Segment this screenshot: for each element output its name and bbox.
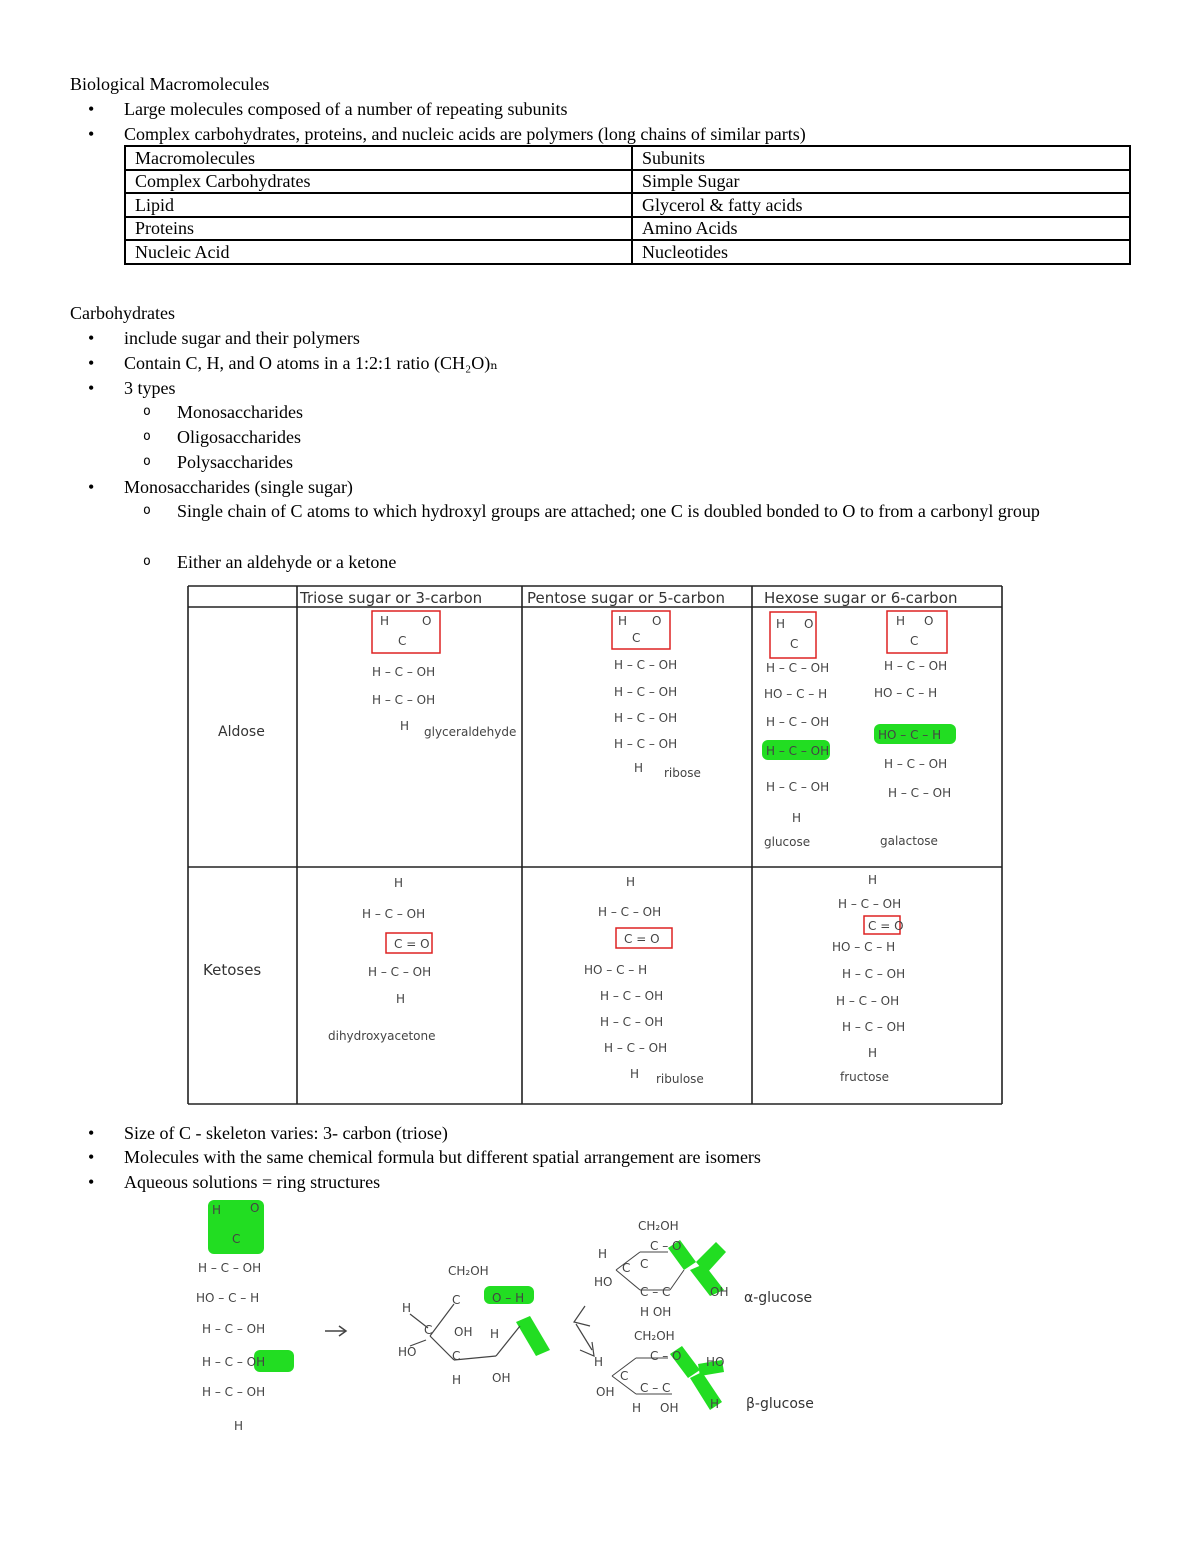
svg-text:C: C — [452, 1293, 461, 1307]
bullet-large-molecules: • Large molecules composed of a number of repeating subunits — [124, 97, 568, 121]
svg-text:H: H — [626, 875, 636, 889]
svg-text:C – C: C – C — [640, 1381, 671, 1395]
svg-text:HO – C – H: HO – C – H — [584, 963, 648, 977]
bullet-monosaccharides: • Monosaccharides (single sugar) — [124, 475, 353, 499]
svg-text:OH: OH — [596, 1385, 615, 1399]
svg-text:C = O: C = O — [868, 919, 904, 933]
svg-text:H: H — [212, 1203, 222, 1217]
svg-text:H – C – OH: H – C – OH — [614, 685, 678, 699]
subbullet-aldehyde-ketone: o Either an aldehyde or a ketone — [177, 550, 396, 575]
svg-text:OH: OH — [492, 1371, 511, 1385]
subbullet-oligosaccharides: o Oligosaccharides — [177, 425, 301, 450]
svg-text:C = O: C = O — [394, 937, 430, 951]
svg-text:H: H — [402, 1301, 412, 1315]
svg-text:C: C — [632, 631, 641, 645]
svg-text:HO – C – H: HO – C – H — [196, 1291, 260, 1305]
bullet-include-sugar: • include sugar and their polymers — [124, 326, 360, 350]
svg-text:C = O: C = O — [624, 932, 660, 946]
svg-text:O: O — [250, 1201, 260, 1215]
svg-text:H: H — [776, 617, 786, 631]
table-cell: Simple Sugar — [632, 170, 1130, 194]
reaction-arrow — [325, 1326, 346, 1336]
svg-text:H – C – OH: H – C – OH — [202, 1322, 266, 1336]
svg-text:H – C – OH: H – C – OH — [766, 744, 830, 758]
bullet-isomers: • Molecules with the same chemical formula but different spatial arrangement are isomers — [124, 1145, 761, 1169]
table-cell: Nucleic Acid — [125, 240, 632, 264]
table-cell: Complex Carbohydrates — [125, 170, 632, 194]
label-glyceraldehyde: glyceraldehyde — [424, 725, 517, 739]
svg-text:CH₂OH: CH₂OH — [448, 1264, 489, 1278]
table-header-cell: Macromolecules — [125, 146, 632, 170]
label-dihydroxyacetone: dihydroxyacetone — [328, 1029, 436, 1043]
svg-text:H – C – OH: H – C – OH — [614, 737, 678, 751]
svg-text:CH₂OH: CH₂OH — [638, 1219, 679, 1233]
svg-text:H – C – OH: H – C – OH — [368, 965, 432, 979]
svg-text:O: O — [924, 614, 934, 628]
svg-text:H – C – OH: H – C – OH — [884, 659, 948, 673]
svg-text:H: H — [896, 614, 906, 628]
row-header-aldose: Aldose — [218, 724, 265, 740]
svg-text:H: H — [594, 1355, 604, 1369]
svg-text:C: C — [398, 634, 407, 648]
svg-text:OH: OH — [660, 1401, 679, 1415]
svg-text:H – C – OH: H – C – OH — [766, 780, 830, 794]
svg-text:H: H — [234, 1419, 244, 1433]
equilibrium-arrows — [574, 1306, 594, 1356]
svg-text:H: H — [490, 1327, 500, 1341]
subbullet-polysaccharides: o Polysaccharides — [177, 450, 293, 475]
svg-text:H: H — [380, 614, 390, 628]
svg-text:HO: HO — [594, 1275, 613, 1289]
beta-glucose-ring — [594, 1329, 814, 1415]
svg-text:C: C — [452, 1349, 461, 1363]
svg-text:C: C — [640, 1257, 649, 1271]
svg-text:H – C – OH: H – C – OH — [600, 989, 664, 1003]
alpha-glucose-ring — [594, 1219, 812, 1319]
svg-text:H – C – OH: H – C – OH — [372, 693, 436, 707]
subbullet-single-chain: o Single chain of C atoms to which hydroxyl groups are attached; one C is doubled bonded to O to from a carbonyl group — [177, 499, 1097, 524]
svg-text:O: O — [422, 614, 432, 628]
svg-text:H: H — [792, 811, 802, 825]
svg-text:H – C – OH: H – C – OH — [614, 658, 678, 672]
bullet-ratio: • Contain C, H, and O atoms in a 1:2:1 ratio (CH₂O)ₙ — [124, 351, 498, 375]
table-cell: Amino Acids — [632, 217, 1130, 241]
svg-text:H – C – OH: H – C – OH — [838, 897, 902, 911]
svg-text:H – C – OH: H – C – OH — [766, 661, 830, 675]
svg-text:HO – C – H: HO – C – H — [878, 728, 942, 742]
svg-text:H: H — [632, 1401, 642, 1415]
svg-text:C – C: C – C — [640, 1285, 671, 1299]
svg-text:C: C — [790, 637, 799, 651]
svg-text:H OH: H OH — [640, 1305, 672, 1319]
col-header-hexose: Hexose sugar or 6-carbon — [764, 589, 958, 607]
subbullet-monosaccharides: o Monosaccharides — [177, 400, 303, 425]
svg-text:H – C – OH: H – C – OH — [372, 665, 436, 679]
svg-text:H – C – OH: H – C – OH — [766, 715, 830, 729]
section-heading-macromolecules: Biological Macromolecules — [70, 74, 270, 94]
svg-text:H: H — [396, 992, 406, 1006]
label-ribose: ribose — [664, 766, 701, 780]
svg-text:H – C – OH: H – C – OH — [842, 967, 906, 981]
svg-text:H – C – OH: H – C – OH — [600, 1015, 664, 1029]
svg-text:H – C – OH: H – C – OH — [884, 757, 948, 771]
table-cell: Nucleotides — [632, 240, 1130, 264]
svg-text:CH₂OH: CH₂OH — [634, 1329, 675, 1343]
svg-text:H: H — [634, 761, 644, 775]
svg-text:OH: OH — [710, 1285, 729, 1299]
col-header-triose: Triose sugar or 3-carbon — [300, 589, 483, 607]
svg-text:H – C – OH: H – C – OH — [362, 907, 426, 921]
open-chain-glucose — [196, 1200, 294, 1433]
svg-text:H: H — [710, 1397, 720, 1411]
svg-text:H: H — [630, 1067, 640, 1081]
bullet-three-types: • 3 types — [124, 376, 176, 400]
svg-text:H – C – OH: H – C – OH — [198, 1261, 262, 1275]
svg-text:H: H — [868, 1046, 878, 1060]
svg-text:H: H — [598, 1247, 608, 1261]
svg-text:C – O: C – O — [650, 1349, 682, 1363]
row-header-ketoses: Ketoses — [203, 961, 262, 979]
svg-text:HO: HO — [706, 1355, 725, 1369]
table-cell: Lipid — [125, 193, 632, 217]
label-fructose: fructose — [840, 1070, 890, 1084]
label-ribulose: ribulose — [656, 1072, 704, 1086]
bullet-polymers: • Complex carbohydrates, proteins, and nucleic acids are polymers (long chains of similar parts) — [124, 122, 806, 146]
svg-text:H: H — [394, 876, 404, 890]
svg-text:HO: HO — [398, 1345, 417, 1359]
svg-text:H – C – OH: H – C – OH — [842, 1020, 906, 1034]
svg-text:O: O — [652, 614, 662, 628]
bullet-ring-structures: • Aqueous solutions = ring structures — [124, 1170, 380, 1194]
bullet-skeleton-size: • Size of C - skeleton varies: 3- carbon (triose) — [124, 1121, 448, 1145]
svg-text:H – C – OH: H – C – OH — [836, 994, 900, 1008]
svg-text:C: C — [620, 1369, 629, 1383]
svg-text:H – C – OH: H – C – OH — [202, 1385, 266, 1399]
svg-text:H – C – OH: H – C – OH — [604, 1041, 668, 1055]
table-cell: Proteins — [125, 217, 632, 241]
intermediate-structure — [398, 1264, 550, 1387]
svg-text:H – C – OH: H – C – OH — [202, 1355, 266, 1369]
svg-text:C – O: C – O — [650, 1239, 682, 1253]
svg-text:C: C — [622, 1261, 631, 1275]
svg-text:C: C — [232, 1232, 241, 1246]
svg-text:H: H — [452, 1373, 462, 1387]
svg-text:C: C — [424, 1323, 433, 1337]
svg-text:O – H: O – H — [492, 1291, 525, 1305]
svg-text:H – C – OH: H – C – OH — [888, 786, 952, 800]
label-beta-glucose: β-glucose — [746, 1396, 814, 1412]
label-alpha-glucose: α-glucose — [744, 1290, 813, 1306]
svg-text:H: H — [400, 719, 410, 733]
label-galactose: galactose — [880, 834, 938, 848]
table-header-cell: Subunits — [632, 146, 1130, 170]
svg-text:H – C – OH: H – C – OH — [598, 905, 662, 919]
table-cell: Glycerol & fatty acids — [632, 193, 1130, 217]
section-heading-carbohydrates: Carbohydrates — [70, 303, 175, 323]
svg-text:H: H — [868, 873, 878, 887]
col-header-pentose: Pentose sugar or 5-carbon — [527, 589, 725, 607]
svg-text:H – C – OH: H – C – OH — [614, 711, 678, 725]
svg-text:HO – C – H: HO – C – H — [832, 940, 896, 954]
svg-text:O: O — [804, 617, 814, 631]
svg-text:H: H — [618, 614, 628, 628]
svg-text:OH: OH — [454, 1325, 473, 1339]
svg-text:HO – C – H: HO – C – H — [874, 686, 938, 700]
svg-text:HO – C – H: HO – C – H — [764, 687, 828, 701]
svg-text:C: C — [910, 634, 919, 648]
label-glucose: glucose — [764, 835, 811, 849]
